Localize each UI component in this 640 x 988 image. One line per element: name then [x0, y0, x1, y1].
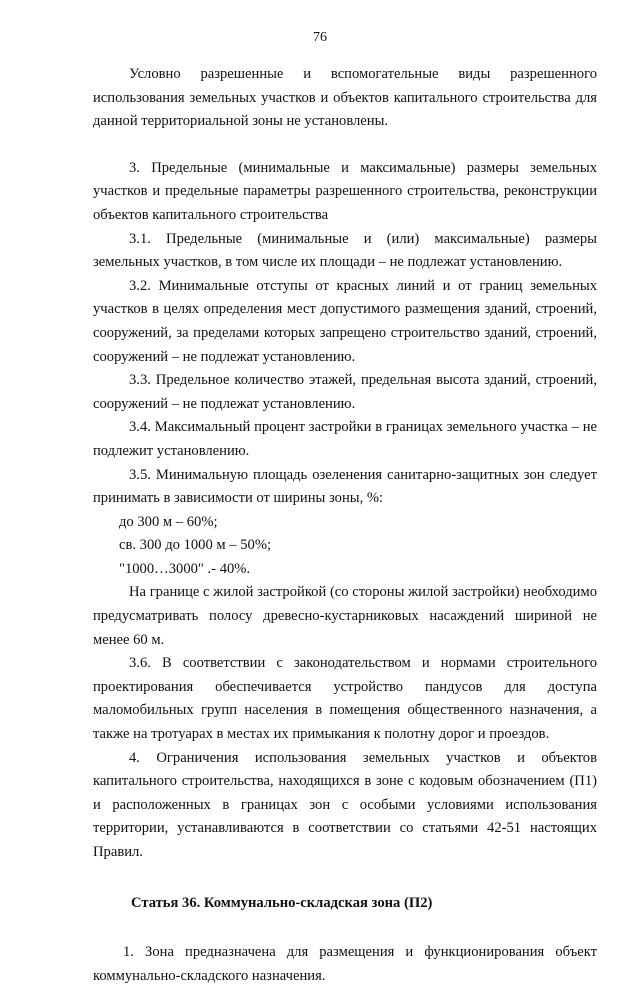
paragraph-3-6: 3.6. В соответствии с законодательством и нормами строительного проектирования обеспечивается устройство пандусов для доступа маломобильных групп населения в помещения общественного назначения, а также на тротуарах в местах их примыкания к полотну дорог и проездов.	[93, 655, 597, 743]
document-body	[93, 63, 597, 988]
paragraph-permitted-uses: Условно разрешенные и вспомогательные виды разрешенного использования земельных участков и объектов капитального строительства для данной территориальной зоны не установлены.	[93, 66, 597, 130]
paragraph-zone-purpose: 1. Зона предназначена для размещения и функционирования объект коммунально-складского назначения.	[93, 944, 597, 984]
spacer	[93, 865, 597, 892]
paragraph-3-2: 3.2. Минимальные отступы от красных линий и от границ земельных участков в целях определения мест допустимого размещения зданий, строений, сооружений, за пределами которых запрещено строительство зданий, строений, сооружений – не подлежат установлению.	[93, 277, 597, 365]
list-item: "1000…3000" .- 40%.	[119, 560, 251, 577]
paragraph-3-3: 3.3. Предельное количество этажей, предельная высота зданий, строений, сооружений – не подлежат установлению.	[93, 372, 597, 412]
spacer	[93, 915, 597, 941]
paragraph-section-4: 4. Ограничения использования земельных участков и объектов капитального строительства, находящихся в зоне с кодовым обозначением (П1) и расположенных в границах зон с особыми условиями использования территории, устанавливаются в соответствии со статьями 42-51 настоящих Правил.	[93, 749, 597, 860]
list-item: св. 300 до 1000 м – 50%;	[119, 537, 272, 554]
list-item: до 300 м – 60%;	[119, 513, 218, 530]
paragraph-section-3: 3. Предельные (минимальные и максимальные) размеры земельных участков и предельные параметры разрешенного строительства, реконструкции объектов капитального строительства	[93, 159, 597, 223]
article-heading: Статья 36. Коммунально-складская зона (П2)	[131, 894, 433, 911]
paragraph-3-5: 3.5. Минимальную площадь озеленения санитарно-защитных зон следует принимать в зависимости от ширины зоны, %:	[93, 466, 597, 507]
paragraph-3-1: 3.1. Предельные (минимальные и (или) максимальные) размеры земельных участков, в том числе их площади – не подлежат установлению.	[93, 230, 597, 271]
page-number: 76	[313, 30, 327, 45]
paragraph-green-belt: На границе с жилой застройкой (со стороны жилой застройки) необходимо предусматривать полосу древесно-кустарниковых насаждений шириной не менее 60 м.	[93, 584, 597, 648]
spacer	[93, 134, 597, 157]
paragraph-3-4: 3.4. Максимальный процент застройки в границах земельного участка – не подлежит установлению.	[93, 419, 597, 459]
